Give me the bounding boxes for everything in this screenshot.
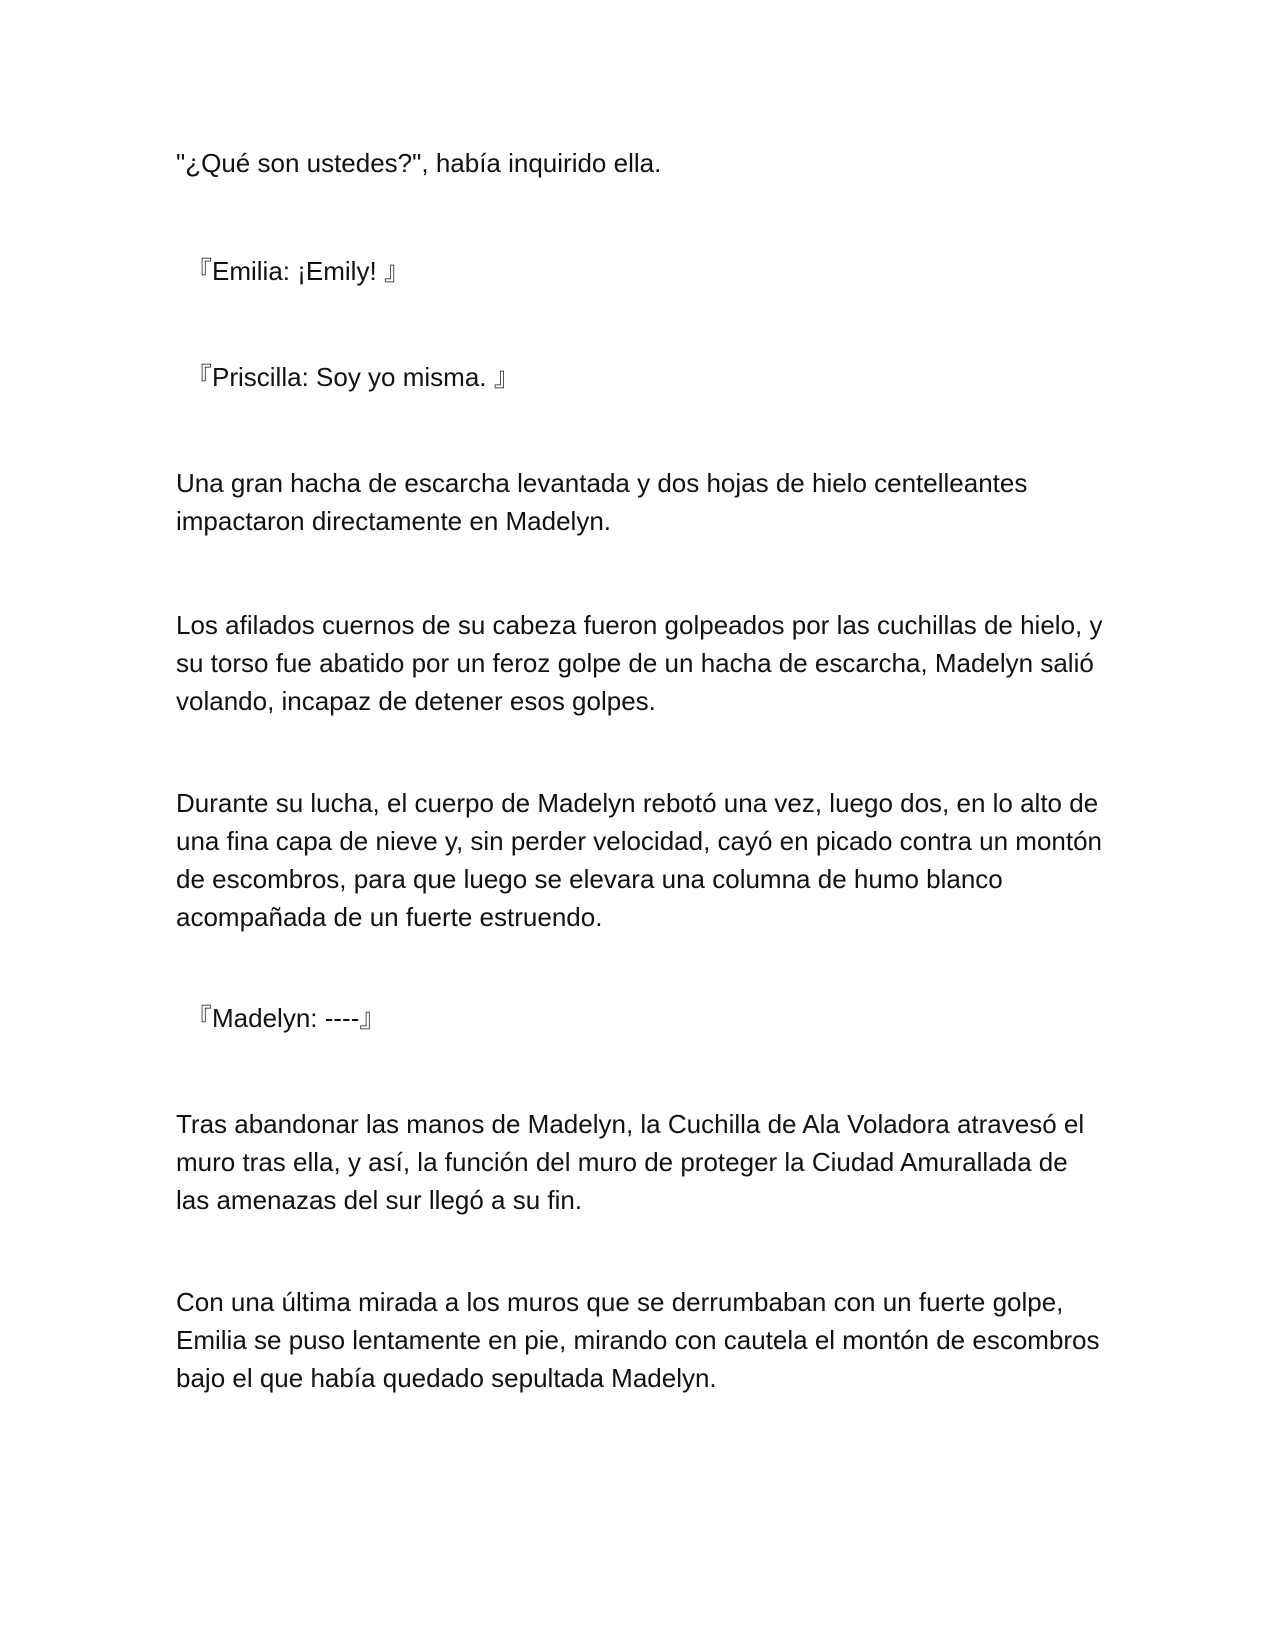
dialogue-madelyn: 『Madelyn: ----』: [186, 1003, 386, 1033]
paragraph-horns-struck: Los afilados cuernos de su cabeza fueron golpeados por las cuchillas de hielo, y su torso fue abatido por un feroz golpe de un hacha de escarcha, Madelyn salió volando, incapaz de detener esos golpes.: [176, 610, 1103, 716]
paragraph-emilia-stands: Con una última mirada a los muros que se derrumbaban con un fuerte golpe, Emilia se puso lentamente en pie, mirando con cautela el montón de escombros bajo el que había quedado sepultada Madelyn.: [176, 1287, 1100, 1393]
paragraph-question: "¿Qué son ustedes?", había inquirido ella.: [176, 148, 662, 178]
dialogue-priscilla: 『Priscilla: Soy yo misma. 』: [186, 362, 520, 392]
dialogue-emilia: 『Emilia: ¡Emily! 』: [186, 256, 410, 286]
paragraph-axe-impact: Una gran hacha de escarcha levantada y dos hojas de hielo centelleantes impactaron directamente en Madelyn.: [176, 468, 1028, 536]
paragraph-madelyn-falls: Durante su lucha, el cuerpo de Madelyn rebotó una vez, luego dos, en lo alto de una fina capa de nieve y, sin perder velocidad, cayó en picado contra un montón de escombros, para que luego se elevara una columna de humo blanco acompañada de un fuerte estruendo.: [176, 788, 1103, 932]
paragraph-wall-broken: Tras abandonar las manos de Madelyn, la Cuchilla de Ala Voladora atravesó el muro tras ella, y así, la función del muro de proteger la Ciudad Amurallada de las amenazas del sur llegó a su fin.: [176, 1109, 1085, 1215]
